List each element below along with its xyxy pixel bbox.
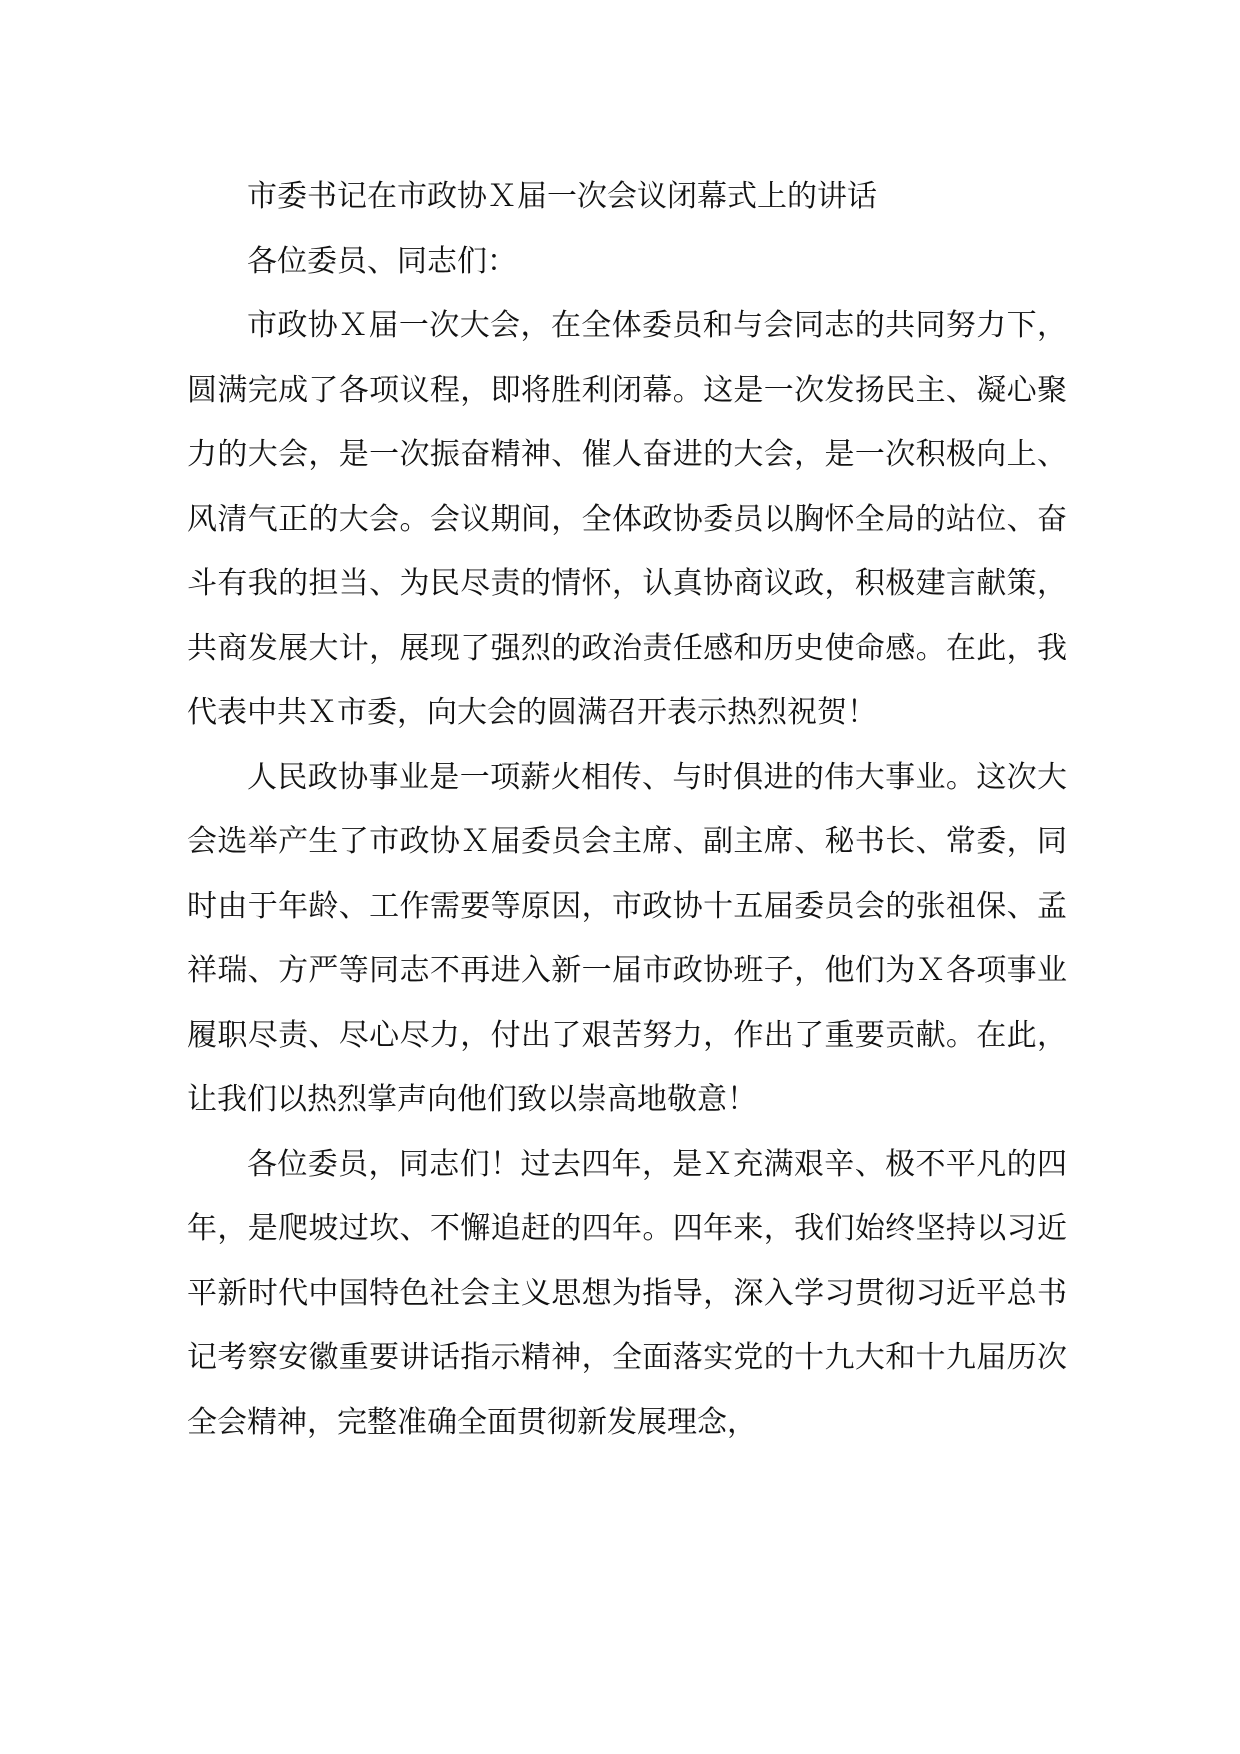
paragraph-1: 市政协Ｘ届一次大会，在全体委员和与会同志的共同努力下，圆满完成了各项议程，即将胜利闭幕。这是一次发扬民主、凝心聚力的大会，是一次振奋精神、催人奋进的大会，是一次积极向上、风清气正的大会。会议期间，全体政协委员以胸怀全局的站位、奋斗有我的担当、为民尽责的情怀，认真协商议政，积极建言献策，共商发展大计，展现了强烈的政治责任感和历史使命感。在此，我代表中共Ｘ市委，向大会的圆满召开表示热烈祝贺！ [187,308,1067,730]
paragraph-2: 人民政协事业是一项薪火相传、与时俱进的伟大事业。这次大会选举产生了市政协Ｘ届委员会主席、副主席、秘书长、常委，同时由于年龄、工作需要等原因，市政协十五届委员会的张祖保、孟祥瑞、方严等同志不再进入新一届市政协班子，他们为Ｘ各项事业履职尽责、尽心尽力，付出了艰苦努力，作出了重要贡献。在此，让我们以热烈掌声向他们致以崇高地敬意！ [187,759,1067,1117]
document-body [187,165,1067,1455]
paragraph-3: 各位委员，同志们！过去四年，是Ｘ充满艰辛、极不平凡的四年，是爬坡过坎、不懈追赶的四年。四年来，我们始终坚持以习近平新时代中国特色社会主义思想为指导，深入学习贯彻习近平总书记考察安徽重要讲话指示精神，全面落实党的十九大和十九届历次全会精神，完整准确全面贯彻新发展理念， [187,1146,1067,1440]
document-title: 市委书记在市政协Ｘ届一次会议闭幕式上的讲话 [247,179,877,214]
salutation: 各位委员、同志们： [247,243,517,279]
